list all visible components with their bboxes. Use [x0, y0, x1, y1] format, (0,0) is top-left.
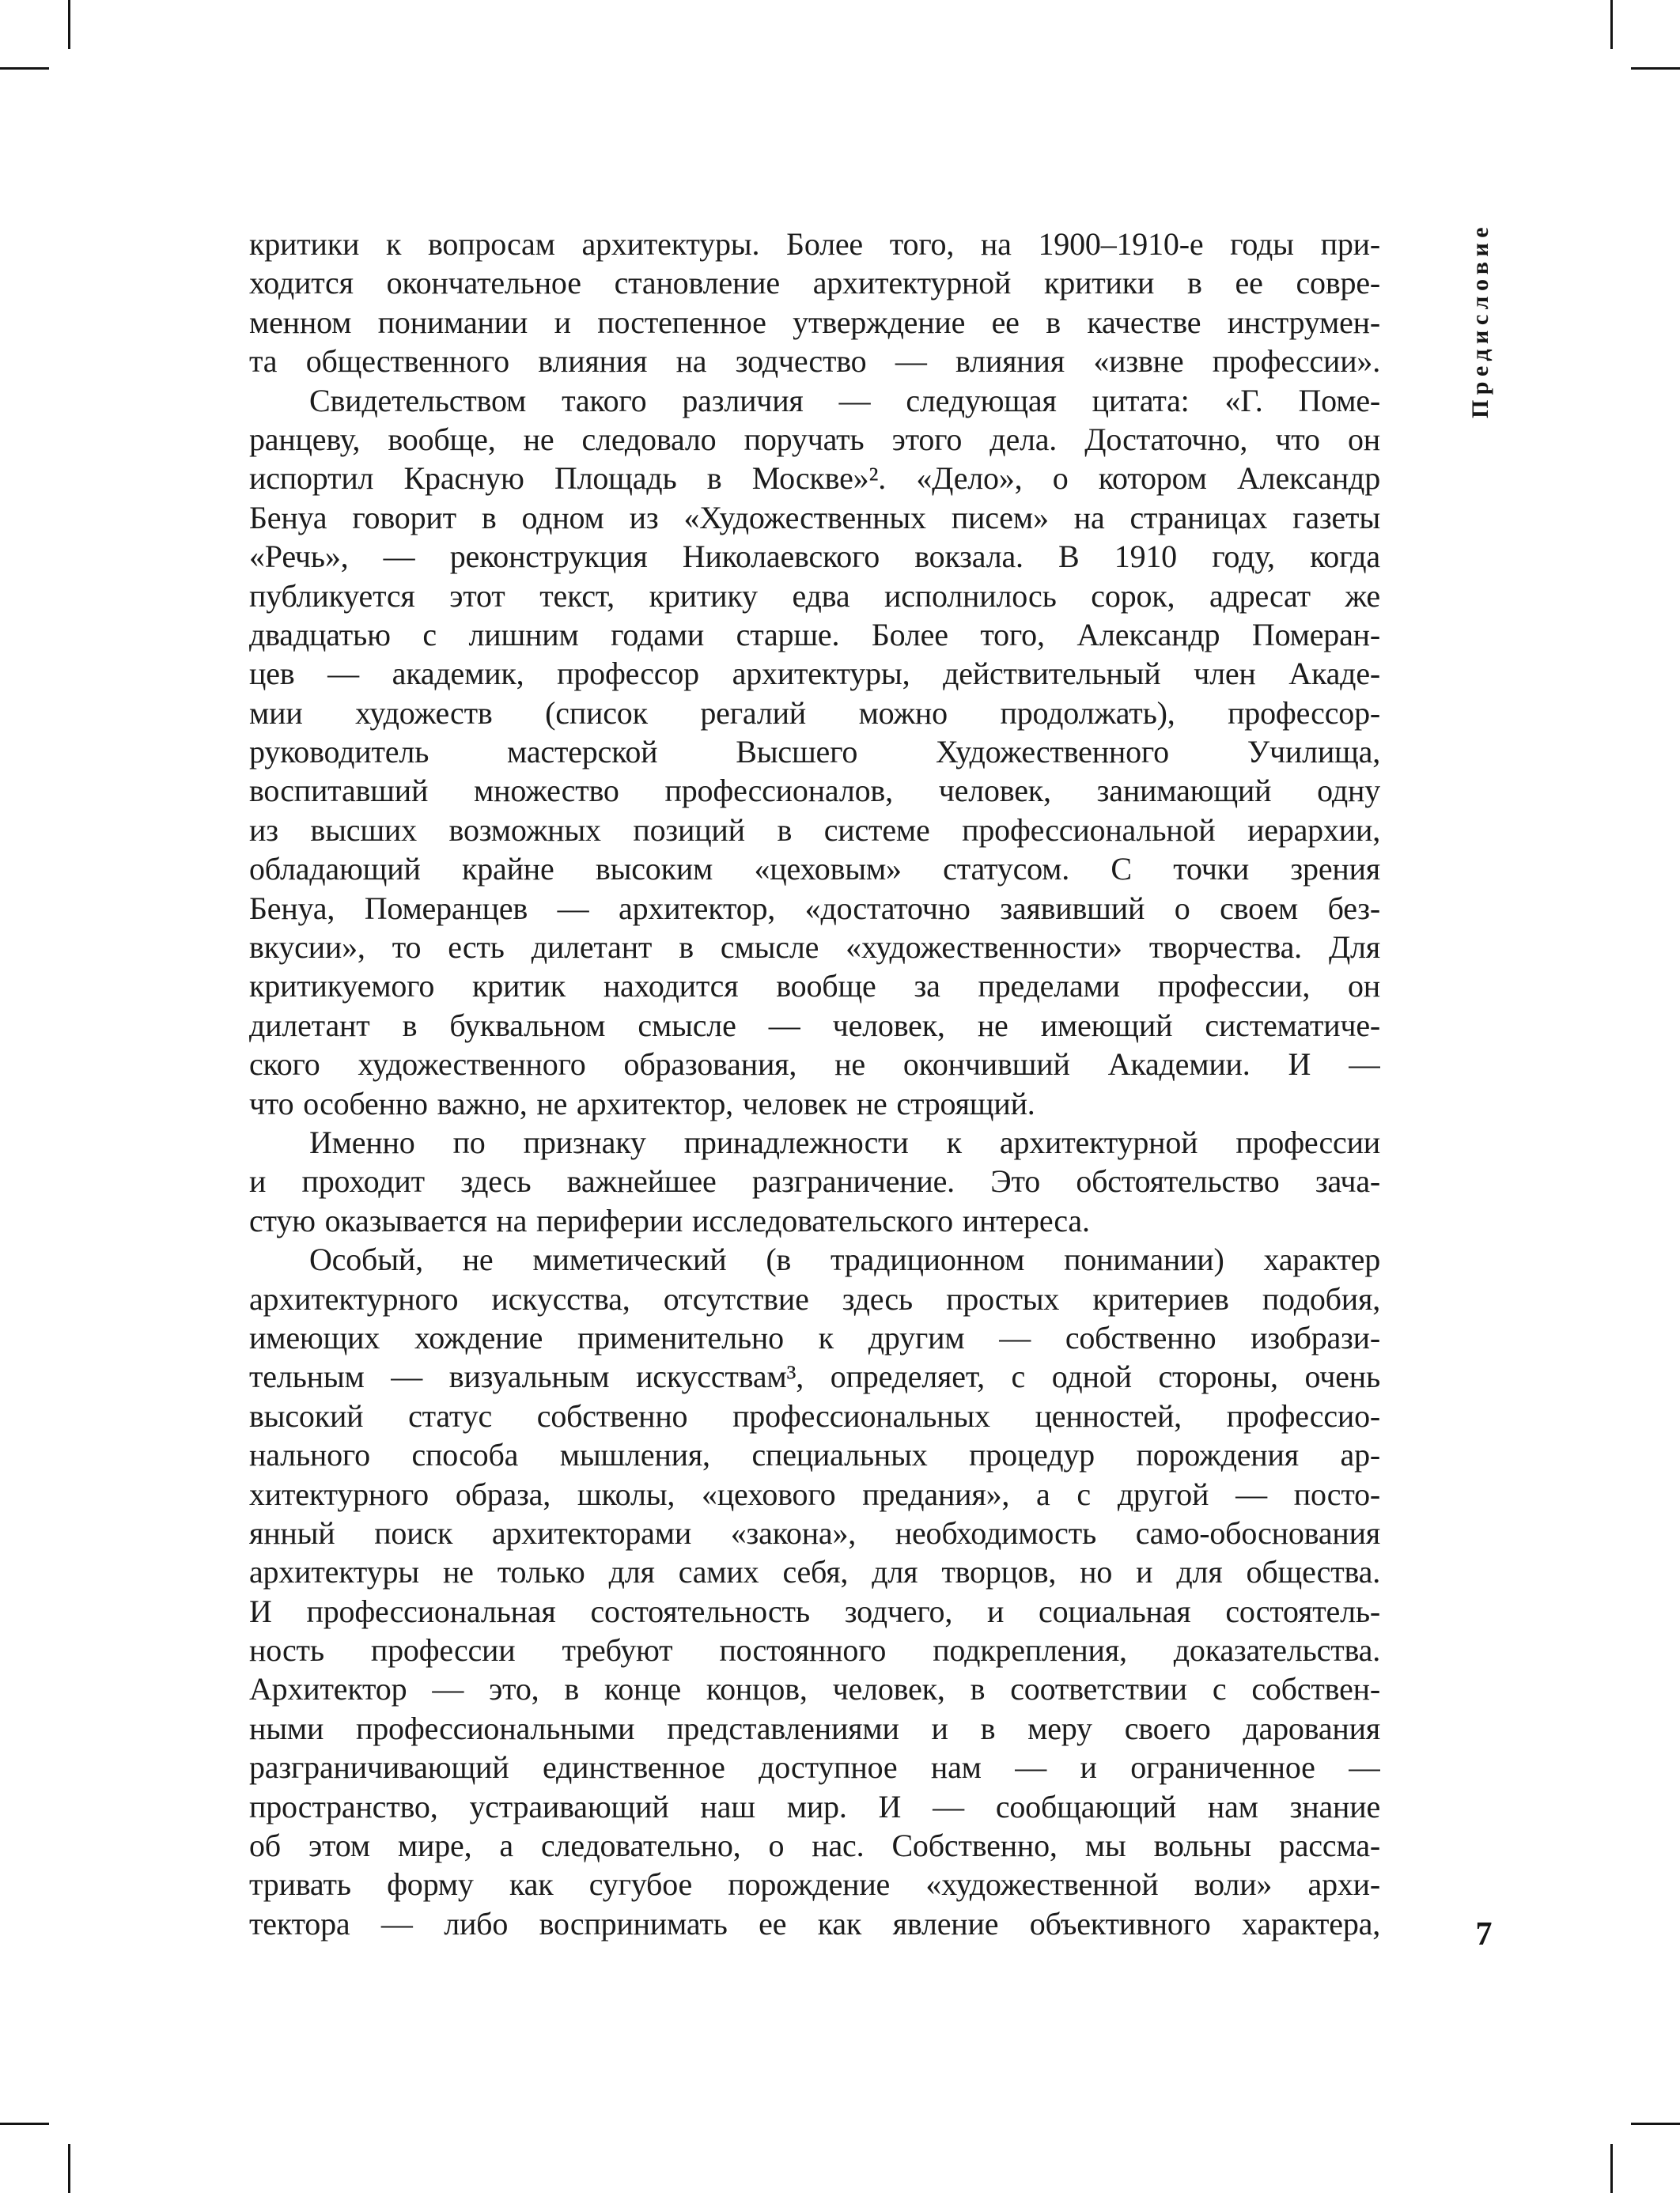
text-line: И профессиональная состоятельность зодчего, и социальная состоятель-: [249, 1593, 1380, 1629]
text-line: вкусии», то есть дилетант в смысле «художественности» творчества. Для: [249, 929, 1380, 966]
text-line: Бенуа говорит в одном из «Художественных писем» на страницах газеты: [249, 499, 1380, 535]
text-line: Именно по признаку принадлежности к архитектурной профессии: [309, 1124, 1380, 1160]
text-line: янный поиск архитекторами «закона», необходимость само-обоснования: [249, 1514, 1380, 1551]
text-line: ными профессиональными представлениями и в меру своего дарования: [249, 1710, 1380, 1746]
text-line: и проходит здесь важнейшее разграничение. Это обстоятельство зача-: [249, 1163, 1380, 1200]
text-line: ранцеву, вообще, не следовало поручать этого дела. Достаточно, что он: [249, 421, 1380, 457]
crop-mark-bottom-left-vertical: [68, 2144, 70, 2193]
page-number: 7: [1475, 1916, 1493, 1953]
text-line: тельным — визуальным искусствам³, определяет, с одной стороны, очень: [249, 1359, 1380, 1395]
text-line: нального способа мышления, специальных процедур порождения ар-: [249, 1437, 1380, 1473]
text-line: пространство, устраивающий наш мир. И — сообщающий нам знание: [249, 1788, 1380, 1824]
text-line: архитектуры не только для самих себя, для творцов, но и для общества.: [249, 1554, 1380, 1590]
text-line: хитектурного образа, школы, «цехового предания», а с другой — посто-: [249, 1476, 1380, 1512]
crop-mark-top-left-vertical: [68, 0, 70, 49]
text-line: стую оказывается на периферии исследовательского интереса.: [249, 1202, 1090, 1238]
text-line: разграничивающий единственное доступное нам — и ограниченное —: [249, 1749, 1380, 1786]
crop-mark-bottom-right-vertical: [1610, 2144, 1613, 2193]
text-line: менном понимании и постепенное утверждение ее в качестве инструмен-: [249, 304, 1380, 340]
crop-mark-bottom-right-horizontal: [1631, 2123, 1680, 2125]
text-line: тривать форму как сугубое порождение «художественной воли» архи-: [249, 1866, 1380, 1903]
text-line: ского художественного образования, не окончивший Академии. И —: [249, 1046, 1380, 1083]
crop-mark-top-right-vertical: [1610, 0, 1613, 49]
text-line: «Речь», — реконструкция Николаевского вокзала. В 1910 году, когда: [249, 539, 1380, 575]
text-line: Свидетельством такого различия — следующая цитата: «Г. Поме-: [309, 382, 1380, 418]
text-line: тектора — либо воспринимать ее как явление объективного характера,: [249, 1905, 1380, 1942]
text-line: обладающий крайне высоким «цеховым» статусом. С точки зрения: [249, 851, 1380, 887]
text-line: ходится окончательное становление архитектурной критики в ее совре-: [249, 265, 1380, 301]
text-line: об этом мире, а следовательно, о нас. Собственно, мы вольны рассма-: [249, 1828, 1380, 1864]
text-line: та общественного влияния на зодчество — влияния «извне профессии».: [249, 343, 1380, 380]
text-line: Архитектор — это, в конце концов, человек, в соответствии с собствен-: [249, 1671, 1380, 1707]
page-text: [249, 225, 1380, 1943]
margin-running-head: Предисловие: [1467, 221, 1493, 419]
text-line: руководитель мастерской Высшего Художественного Училища,: [249, 734, 1380, 770]
text-line: критики к вопросам архитектуры. Более того, на 1900–1910-е годы при-: [249, 226, 1380, 262]
text-line: ность профессии требуют постоянного подкрепления, доказательства.: [249, 1632, 1380, 1669]
text-line: двадцатью с лишним годами старше. Более того, Александр Померан-: [249, 616, 1380, 652]
text-line: Бенуа, Померанцев — архитектор, «достаточно заявивший о своем без-: [249, 890, 1380, 926]
text-line: мии художеств (список регалий можно продолжать), профессор-: [249, 694, 1380, 731]
crop-mark-bottom-left-horizontal: [0, 2123, 49, 2125]
text-line: дилетант в буквальном смысле — человек, не имеющий систематиче-: [249, 1007, 1380, 1043]
text-line: архитектурного искусства, отсутствие здесь простых критериев подобия,: [249, 1280, 1380, 1317]
text-line: из высших возможных позиций в системе профессиональной иерархии,: [249, 811, 1380, 848]
crop-mark-top-left-horizontal: [0, 67, 49, 70]
text-line: публикуется этот текст, критику едва исполнилось сорок, адресат же: [249, 577, 1380, 614]
text-line: имеющих хождение применительно к другим — собственно изобрази-: [249, 1319, 1380, 1356]
text-line: цев — академик, профессор архитектуры, действительный член Акаде-: [249, 656, 1380, 692]
text-line: воспитавший множество профессионалов, человек, занимающий одну: [249, 773, 1380, 809]
text-line: Особый, не миметический (в традиционном понимании) характер: [309, 1242, 1380, 1278]
text-line: критикуемого критик находится вообще за пределами профессии, он: [249, 968, 1380, 1004]
text-line: что особенно важно, не архитектор, человек не строящий.: [249, 1085, 1035, 1121]
crop-mark-top-right-horizontal: [1631, 67, 1680, 70]
text-line: испортил Красную Площадь в Москве»². «Дело», о котором Александр: [249, 460, 1380, 497]
text-line: высокий статус собственно профессиональных ценностей, профессио-: [249, 1397, 1380, 1434]
